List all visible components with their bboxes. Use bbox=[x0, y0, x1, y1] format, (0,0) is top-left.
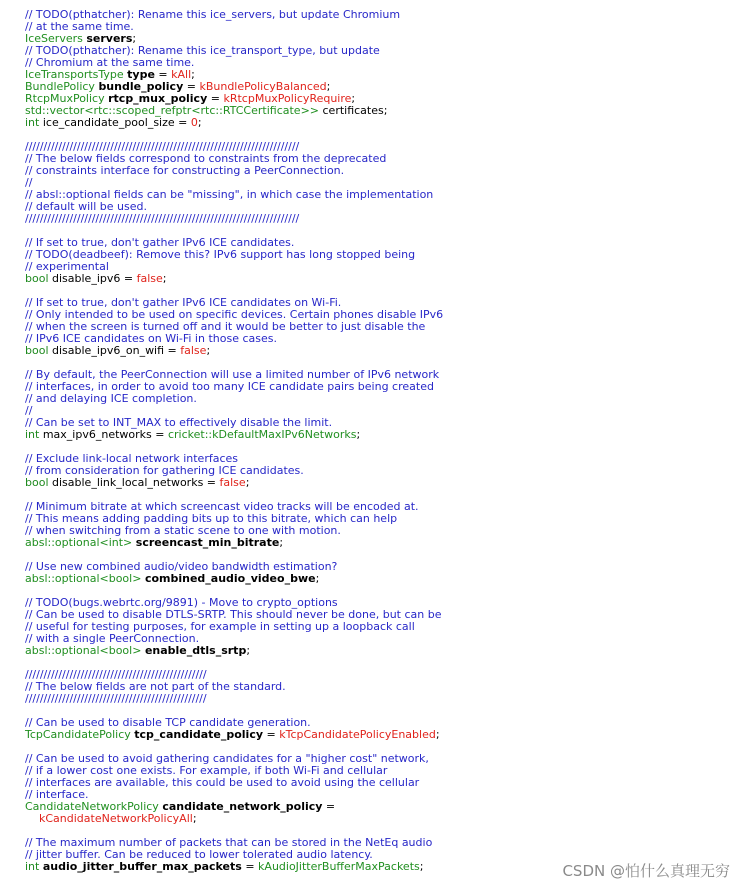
code-line bbox=[25, 393, 443, 405]
code-token: int bbox=[25, 860, 43, 873]
code-token: ; bbox=[246, 644, 251, 657]
code-token: IceServers bbox=[25, 32, 87, 45]
code-token: bool bbox=[25, 272, 52, 285]
code-token: // If set to true, don't gather IPv6 ICE candidates on Wi-Fi. bbox=[25, 296, 342, 309]
code-token: BundlePolicy bbox=[25, 80, 99, 93]
code-token: ; bbox=[315, 572, 320, 585]
code-token: false bbox=[180, 344, 207, 357]
code-token: kCandidateNetworkPolicyAll bbox=[39, 812, 193, 825]
code-line bbox=[25, 861, 443, 873]
code-token: // Exclude link-local network interfaces bbox=[25, 452, 239, 465]
code-token: ; bbox=[435, 728, 440, 741]
code-token: // Chromium at the same time. bbox=[25, 56, 195, 69]
code-line bbox=[25, 573, 443, 585]
code-token: // Can be set to INT_MAX to effectively disable the limit. bbox=[25, 416, 333, 429]
code-line bbox=[25, 213, 443, 225]
code-token: = bbox=[183, 80, 200, 93]
code-line bbox=[25, 273, 443, 285]
code-token: // Minimum bitrate at which screencast video tracks will be encoded at. bbox=[25, 500, 419, 513]
code-token: rtcp_mux_policy bbox=[108, 92, 208, 105]
code-token: // if a lower cost one exists. For example, if both Wi-Fi and cellular bbox=[25, 764, 388, 777]
code-token: // at the same time. bbox=[25, 20, 134, 33]
code-token: // Only intended to be used on specific devices. Certain phones disable IPv6 bbox=[25, 308, 444, 321]
code-token: // Can be used to disable TCP candidate generation. bbox=[25, 716, 311, 729]
code-line bbox=[25, 729, 443, 741]
code-token: // The below fields correspond to constraints from the deprecated bbox=[25, 152, 387, 165]
code-token: absl::optional<bool> bbox=[25, 572, 145, 585]
code-token: // with a single PeerConnection. bbox=[25, 632, 200, 645]
code-token: audio_jitter_buffer_max_packets bbox=[42, 860, 242, 873]
code-token: // interface. bbox=[25, 788, 89, 801]
code-token: // TODO(deadbeef): Remove this? IPv6 support has long stopped being bbox=[25, 248, 416, 261]
code-token: ////////////////////////////////////////////////////////////////////////// bbox=[25, 140, 300, 153]
code-token: = bbox=[154, 68, 172, 81]
code-token: max_ipv6_networks = bbox=[42, 428, 168, 441]
code-token: kAll bbox=[171, 68, 192, 81]
code-token: // If set to true, don't gather IPv6 ICE candidates. bbox=[25, 236, 295, 249]
code-token: bool bbox=[25, 476, 52, 489]
code-line bbox=[25, 165, 443, 177]
code-token: // By default, the PeerConnection will use a limited number of IPv6 network bbox=[25, 368, 440, 381]
code-line bbox=[25, 813, 443, 825]
code-token: cricket::kDefaultMaxIPv6Networks bbox=[167, 428, 357, 441]
code-token: = bbox=[263, 728, 280, 741]
code-token: // This means adding padding bits up to this bitrate, which can help bbox=[25, 512, 398, 525]
code-token: tcp_candidate_policy bbox=[134, 728, 264, 741]
code-token: disable_ipv6_on_wifi = bbox=[52, 344, 181, 357]
code-token: 0 bbox=[190, 116, 198, 129]
code-token: bool bbox=[25, 344, 52, 357]
code-line bbox=[25, 345, 443, 357]
code-line bbox=[25, 537, 443, 549]
code-token: kRtcpMuxPolicyRequire bbox=[223, 92, 352, 105]
code-token: ; bbox=[192, 812, 197, 825]
code-token: // useful for testing purposes, for example in setting up a loopback call bbox=[25, 620, 415, 633]
code-token: ///////////////////////////////////////////////// bbox=[25, 668, 207, 681]
code-line bbox=[25, 645, 443, 657]
code-token: kBundlePolicyBalanced bbox=[199, 80, 327, 93]
code-token: ; bbox=[245, 476, 250, 489]
code-token: // The maximum number of packets that can be stored in the NetEq audio bbox=[25, 836, 433, 849]
code-token: // experimental bbox=[25, 260, 109, 273]
code-token: // when the screen is turned off and it would be better to just disable the bbox=[25, 320, 426, 333]
code-token: disable_link_local_networks = bbox=[52, 476, 220, 489]
code-token: // interfaces are available, this could be used to avoid using the cellular bbox=[25, 776, 420, 789]
code-token: RtcpMuxPolicy bbox=[25, 92, 109, 105]
code-token: // and delaying ICE completion. bbox=[25, 392, 197, 405]
code-token: // constraints interface for constructing a PeerConnection. bbox=[25, 164, 345, 177]
code-token: // TODO(pthatcher): Rename this ice_transport_type, but update bbox=[25, 44, 380, 57]
watermark: CSDN @怕什么真理无穷 bbox=[562, 862, 730, 880]
code-token: // bbox=[25, 176, 33, 189]
code-token: screencast_min_bitrate bbox=[135, 536, 280, 549]
code-line bbox=[25, 429, 443, 441]
code-token: = bbox=[241, 860, 259, 873]
code-token: // default will be used. bbox=[25, 200, 147, 213]
code-token: // jitter buffer. Can be reduced to lower tolerated audio latency. bbox=[25, 848, 373, 861]
code-token: type bbox=[127, 68, 155, 81]
code-token: combined_audio_video_bwe bbox=[144, 572, 316, 585]
code-token: ////////////////////////////////////////////////////////////////////////// bbox=[25, 212, 300, 225]
code-line bbox=[25, 477, 443, 489]
code-token: // The below fields are not part of the standard. bbox=[25, 680, 286, 693]
code-token: // Can be used to avoid gathering candidates for a "higher cost" network, bbox=[25, 752, 429, 765]
code-token: absl::optional<bool> bbox=[25, 644, 145, 657]
code-token: ; bbox=[191, 68, 195, 81]
code-token: ///////////////////////////////////////////////// bbox=[25, 692, 207, 705]
code-token: false bbox=[219, 476, 246, 489]
code-token: ; bbox=[356, 428, 361, 441]
code-token: // Use new combined audio/video bandwidth estimation? bbox=[25, 560, 338, 573]
code-token: absl::optional<int> bbox=[25, 536, 136, 549]
code-line bbox=[25, 117, 443, 129]
code-token: ice_candidate_pool_size = bbox=[42, 116, 191, 129]
code-line bbox=[25, 693, 443, 705]
code-token: disable_ipv6 = bbox=[52, 272, 137, 285]
code-token: // interfaces, in order to avoid too many ICE candidate pairs being created bbox=[25, 380, 434, 393]
code-token: // absl::optional fields can be "missing", in which case the implementation bbox=[25, 188, 434, 201]
code-token: // IPv6 ICE candidates on Wi-Fi in those cases. bbox=[25, 332, 277, 345]
code-token: ; bbox=[326, 80, 331, 93]
code-token: // bbox=[25, 404, 33, 417]
code-token: candidate_network_policy bbox=[162, 800, 323, 813]
code-token: false bbox=[136, 272, 163, 285]
code-token: ; bbox=[279, 536, 284, 549]
code-token: // TODO(pthatcher): Rename this ice_servers, but update Chromium bbox=[25, 8, 401, 21]
code-token: ; bbox=[351, 92, 356, 105]
code-token: TcpCandidatePolicy bbox=[25, 728, 135, 741]
code-token: ; bbox=[132, 32, 137, 45]
code-token: std::vector<rtc::scoped_refptr<rtc::RTCCertificate>> bbox=[25, 104, 323, 117]
code-token: int bbox=[25, 428, 43, 441]
code-token: = bbox=[322, 800, 336, 813]
code-token: // from consideration for gathering ICE candidates. bbox=[25, 464, 304, 477]
code-token: bundle_policy bbox=[98, 80, 184, 93]
code-token: // when switching from a static scene to one with motion. bbox=[25, 524, 341, 537]
code-token: kAudioJitterBufferMaxPackets bbox=[258, 860, 420, 873]
code-token: enable_dtls_srtp bbox=[144, 644, 247, 657]
code-view[interactable] bbox=[25, 9, 443, 873]
code-token: // TODO(bugs.webrtc.org/9891) - Move to crypto_options bbox=[25, 596, 338, 609]
code-token: kTcpCandidatePolicyEnabled bbox=[279, 728, 436, 741]
code-token: IceTransportsType bbox=[25, 68, 128, 81]
code-token: // Can be used to disable DTLS-SRTP. This should never be done, but can be bbox=[25, 608, 442, 621]
code-token: servers bbox=[86, 32, 133, 45]
code-token: certificates; bbox=[322, 104, 388, 117]
code-token: ; bbox=[419, 860, 424, 873]
code-token: = bbox=[207, 92, 224, 105]
code-token: ; bbox=[197, 116, 202, 129]
code-token: ; bbox=[162, 272, 167, 285]
code-token: CandidateNetworkPolicy bbox=[25, 800, 163, 813]
code-token: int bbox=[25, 116, 43, 129]
code-token: ; bbox=[206, 344, 211, 357]
